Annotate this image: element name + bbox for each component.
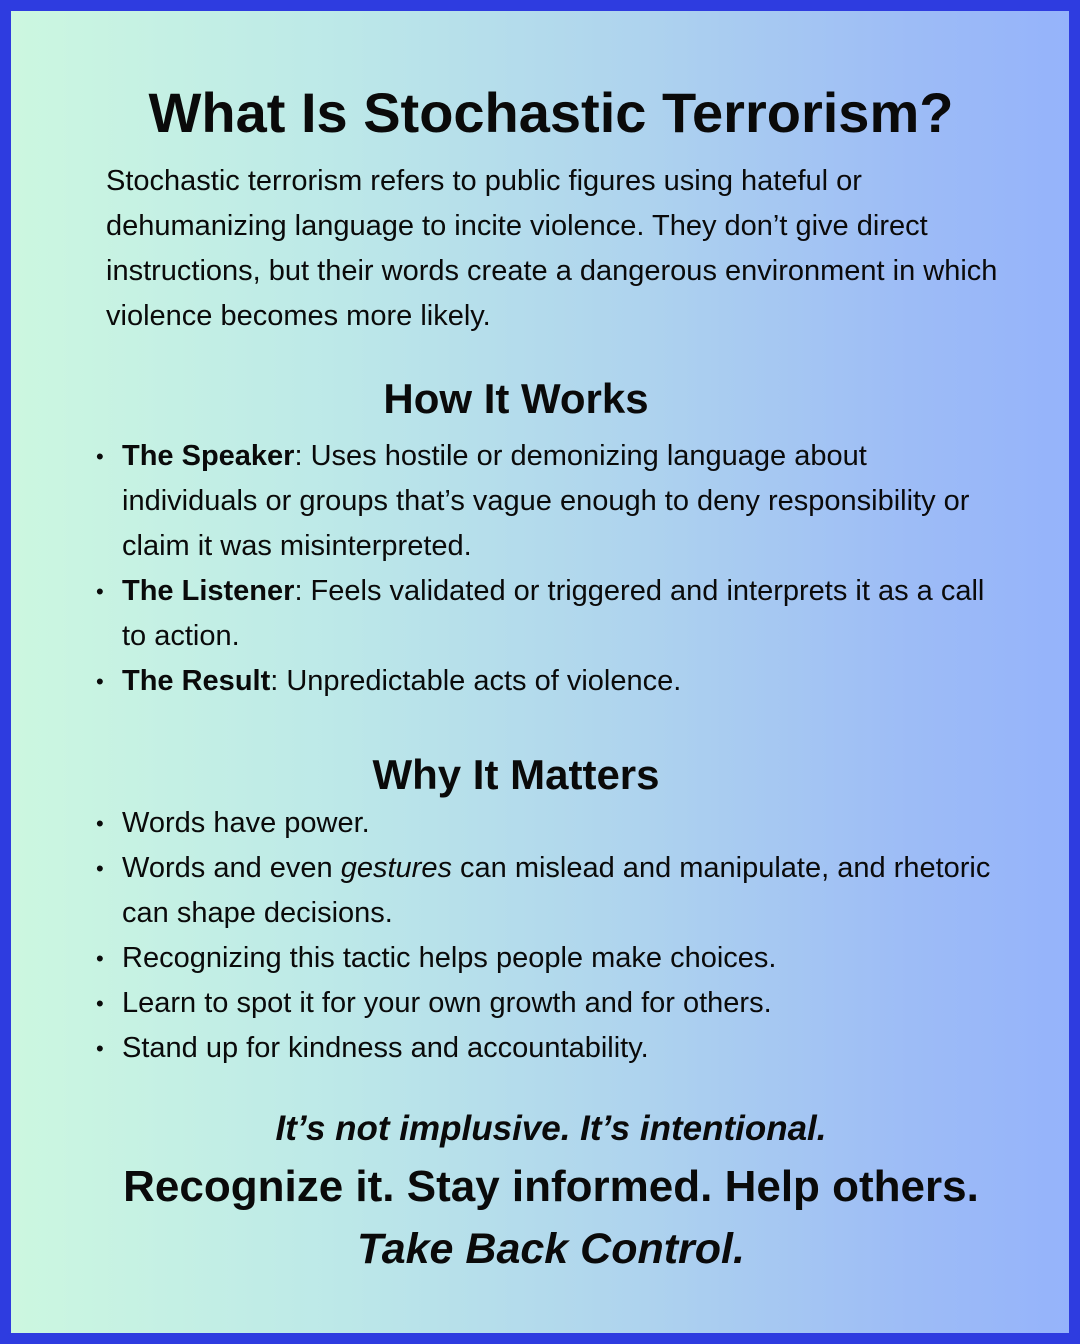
list-item-text: : Uses hostile or demonizing language about individuals or groups that’s vague enough to deny responsibility or claim it was misinterpreted. [122, 440, 970, 562]
list-item-text: Words have power. [122, 807, 370, 839]
bullet-icon: • [96, 856, 104, 881]
bullet-icon: • [96, 946, 104, 971]
list-item [96, 659, 1001, 704]
bullet-icon: • [96, 444, 104, 469]
bullet-icon: • [96, 811, 104, 836]
list-item-text: Stand up for kindness and accountability. [122, 1032, 649, 1064]
list-item-text: : Feels validated or triggered and interprets it as a call to action. [122, 575, 985, 652]
list-item [96, 569, 1001, 659]
list-item-term: The Speaker [122, 440, 295, 472]
list-item-text: Words and even [122, 852, 341, 884]
list-item-emphasis: gestures [340, 852, 452, 884]
how-it-works-list [96, 434, 1001, 704]
intro-paragraph: Stochastic terrorism refers to public figures using hateful or dehumanizing language to incite violence. They don’t give direct instructions, but their words create a dangerous environment in which violence becomes more likely. [106, 165, 998, 332]
how-it-works-heading: How It Works [383, 375, 649, 422]
list-item [96, 1026, 1001, 1071]
list-item-term: The Listener [122, 575, 295, 607]
list-item [96, 981, 1001, 1026]
page-title: What Is Stochastic Terrorism? [148, 81, 954, 144]
list-item [96, 846, 1001, 936]
list-item-term: The Result [122, 665, 271, 697]
list-item-text: : Unpredictable acts of violence. [270, 665, 682, 697]
bullet-icon: • [96, 1036, 104, 1061]
closing-call-to-action: Recognize it. Stay informed. Help others. [123, 1162, 979, 1211]
why-it-matters-heading: Why It Matters [372, 751, 660, 798]
bullet-icon: • [96, 991, 104, 1016]
bullet-icon: • [96, 579, 104, 604]
list-item [96, 936, 1001, 981]
list-item-text: Learn to spot it for your own growth and for others. [122, 987, 772, 1019]
why-it-matters-list [96, 801, 1001, 1071]
list-item-text: can mislead and manipulate, and rhetoric can shape decisions. [122, 852, 991, 929]
closing-tagline: It’s not implusive. It’s intentional. [275, 1109, 827, 1148]
bullet-icon: • [96, 669, 104, 694]
list-item [96, 801, 1001, 846]
closing-slogan: Take Back Control. [357, 1225, 745, 1273]
list-item [96, 434, 1001, 569]
list-item-text: Recognizing this tactic helps people make choices. [122, 942, 777, 974]
